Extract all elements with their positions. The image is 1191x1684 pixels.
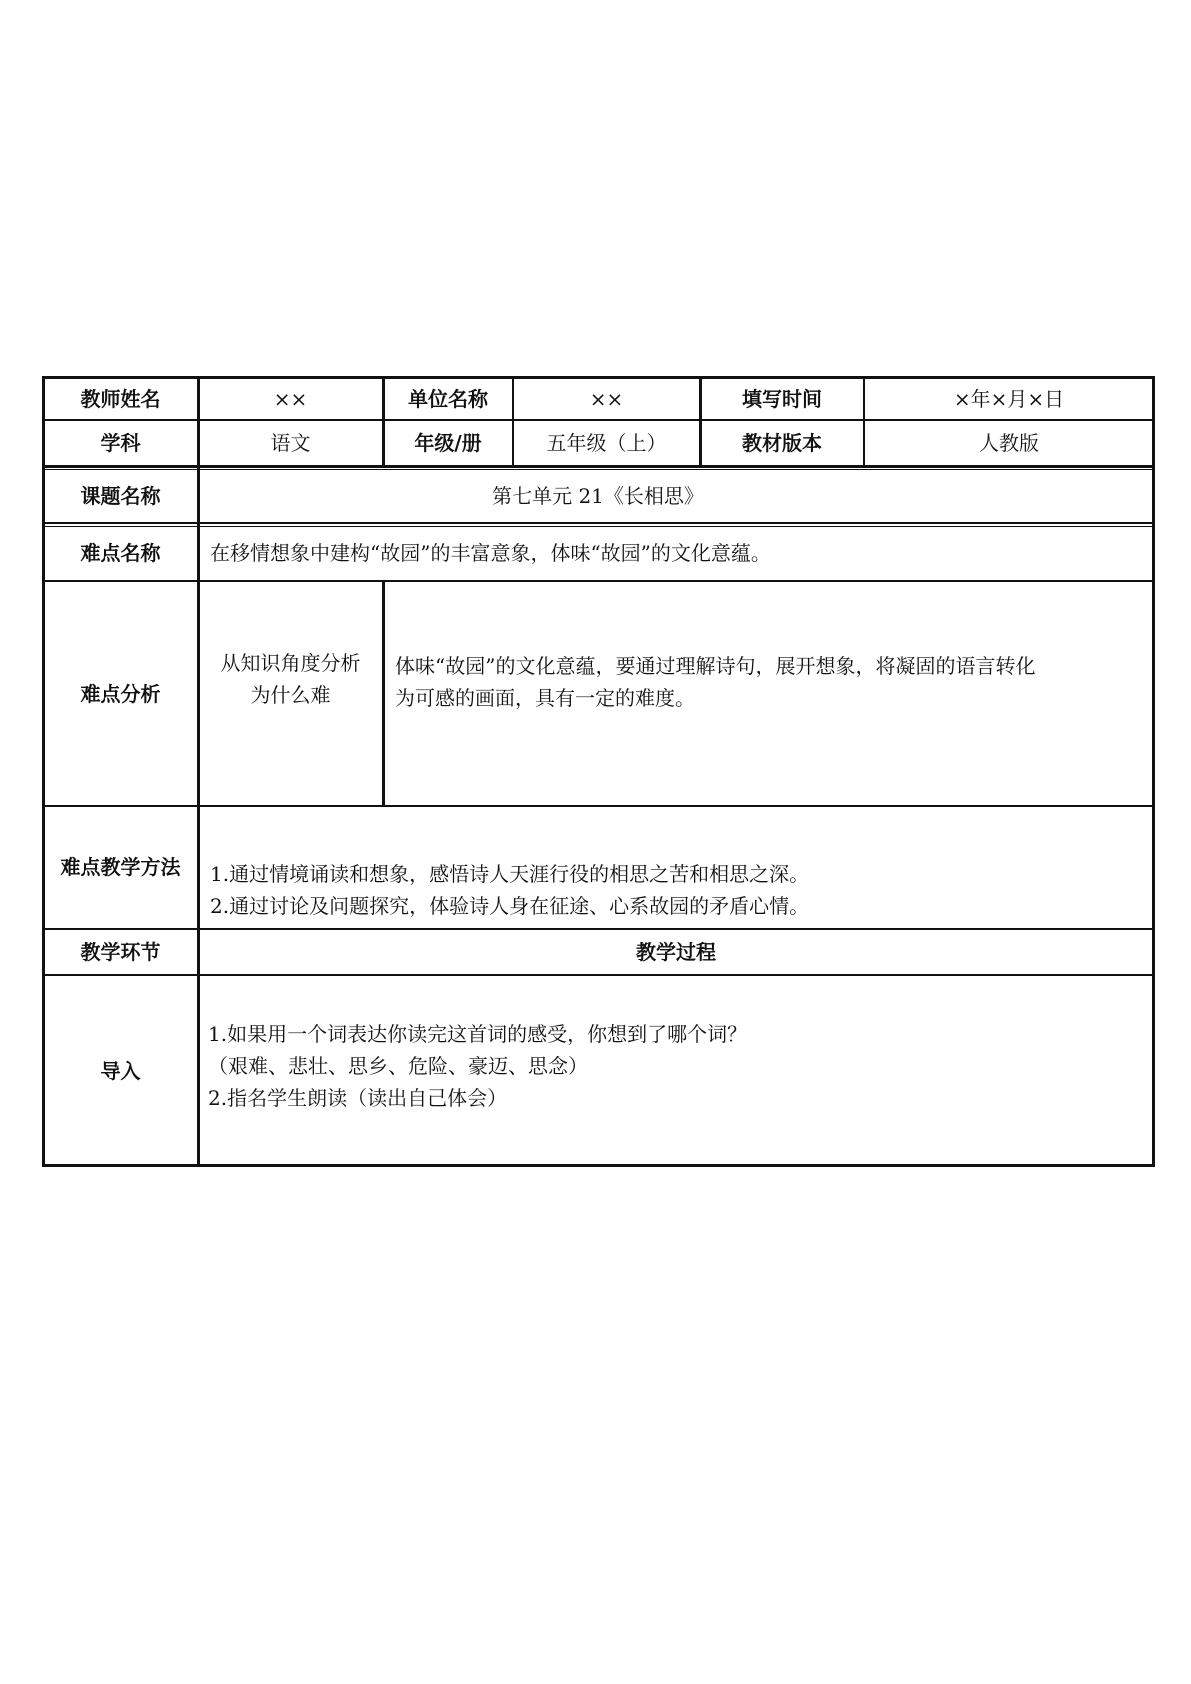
- intro-line-3: 2.指名学生朗读（读出自己体会）: [208, 1086, 508, 1110]
- rule-right: [1152, 376, 1155, 1167]
- difficulty-name-label: 难点名称: [80, 541, 161, 565]
- difficulty-name-value: 在移情想象中建构“故园”的丰富意象，体味“故园”的文化意蕴。: [210, 541, 771, 565]
- rule-col-700: [699, 376, 702, 468]
- intro-line-2: （艰难、悲壮、思乡、危险、豪迈、思念）: [208, 1054, 588, 1078]
- unit-name-value: ××: [589, 387, 624, 411]
- subject-label: 学科: [100, 431, 141, 455]
- rule-row4-bottom: [42, 580, 1155, 582]
- teacher-name-label: 教师姓名: [80, 387, 161, 411]
- grade-label: 年级/册: [414, 431, 482, 455]
- analysis-content: [383, 582, 1154, 806]
- rule-row7-bottom: [42, 974, 1155, 976]
- intro-content: [198, 976, 1154, 1166]
- unit-name-label: 单位名称: [408, 387, 488, 411]
- teacher-name-value: ××: [273, 387, 308, 411]
- analysis-perspective-line-2: 为什么难: [250, 683, 331, 707]
- rule-row1-bottom: [42, 419, 1155, 421]
- teaching-method-line-2: 2.通过讨论及问题探究，体验诗人身在征途、心系故园的矛盾心情。: [210, 894, 810, 918]
- teaching-process-label: 教学过程: [636, 940, 716, 964]
- teaching-method-label: 难点教学方法: [60, 855, 181, 879]
- textbook-edition-label: 教材版本: [742, 431, 822, 455]
- analysis-perspective-line-1: 从知识角度分析: [220, 651, 361, 675]
- rule-col-864: [863, 376, 865, 468]
- rule-analysis-divider: [382, 580, 385, 807]
- rule-bottom: [42, 1164, 1155, 1167]
- teaching-method-line-1: 1.通过情境诵读和想象，感悟诗人天涯行役的相思之苦和相思之深。: [210, 862, 810, 886]
- rule-col-513: [512, 376, 514, 468]
- difficulty-analysis-label: 难点分析: [80, 682, 161, 706]
- grade-value: 五年级（上）: [546, 431, 667, 455]
- rule-row3-bottom-2: [42, 526, 1155, 527]
- rule-row5-bottom: [42, 805, 1155, 807]
- fill-date-value: ×年×月×日: [953, 387, 1065, 411]
- lesson-title-value: 第七单元 21《长相思》: [492, 484, 704, 508]
- rule-row2-bottom: [42, 465, 1155, 468]
- lesson-title-label: 课题名称: [80, 484, 161, 508]
- teaching-method-content: [198, 806, 1154, 928]
- rule-row2-bottom-2: [42, 469, 1155, 470]
- textbook-edition-value: 人教版: [979, 431, 1039, 455]
- analysis-perspective-label: [198, 582, 383, 806]
- rule-col-383: [382, 376, 385, 468]
- rule-top: [42, 376, 1155, 379]
- rule-left: [42, 376, 45, 1167]
- rule-row3-bottom: [42, 522, 1155, 524]
- fill-date-label: 填写时间: [742, 387, 822, 411]
- intro-line-1: 1.如果用一个词表达你读完这首词的感受，你想到了哪个词？: [208, 1022, 748, 1046]
- rule-label-column: [197, 376, 200, 1167]
- teaching-stage-label: 教学环节: [80, 940, 161, 964]
- analysis-content-line-1: 体味“故园”的文化意蕴，要通过理解诗句，展开想象，将凝固的语言转化: [395, 654, 1036, 678]
- intro-label: 导入: [100, 1059, 141, 1083]
- analysis-content-line-2: 为可感的画面，具有一定的难度。: [395, 686, 695, 710]
- rule-row6-bottom: [42, 928, 1155, 930]
- subject-value: 语文: [270, 431, 311, 455]
